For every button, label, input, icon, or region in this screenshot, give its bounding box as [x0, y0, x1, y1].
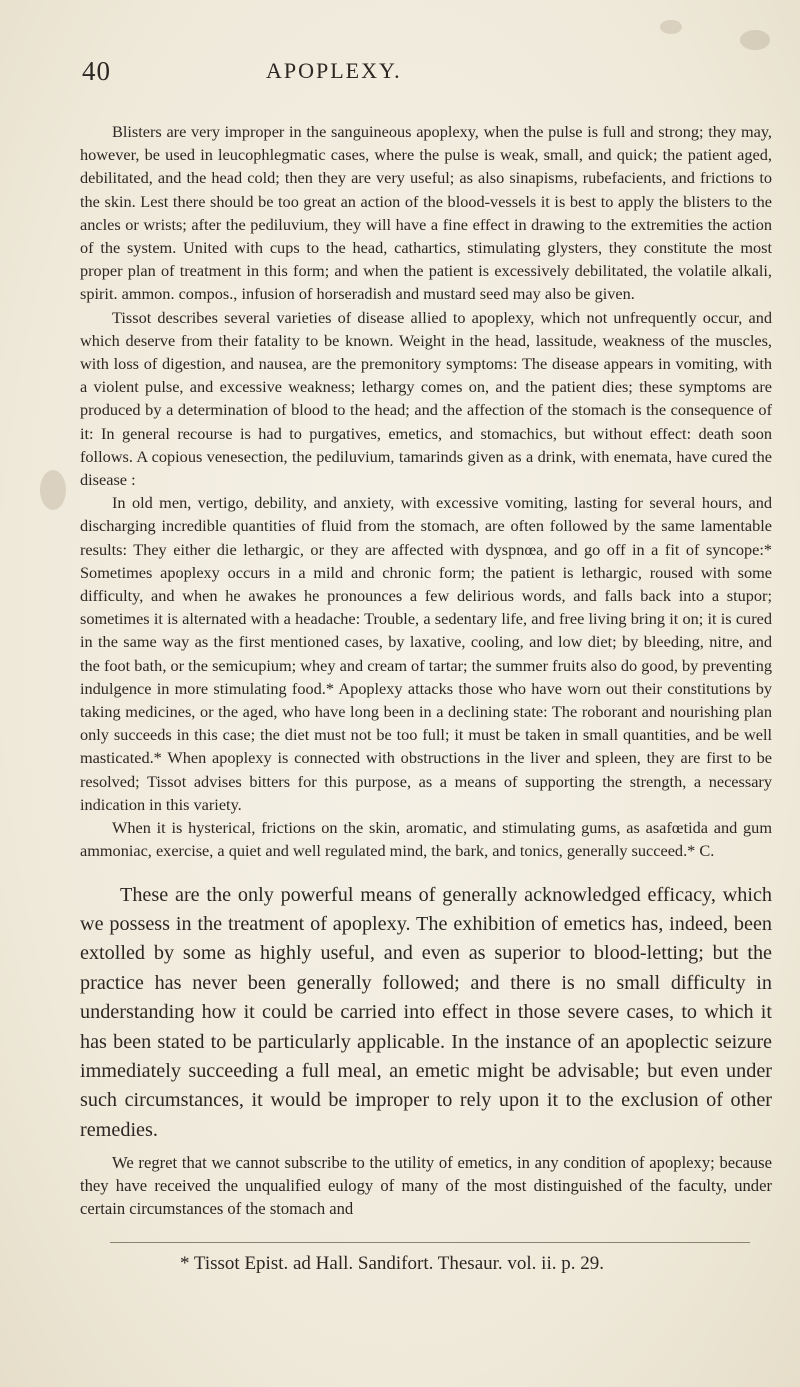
paragraph-powerful-means: These are the only powerful means of generally acknowledged efficacy, which we possess in the treatment of apoplexy. The exhibition of emetics has, indeed, been extolled by some as highly useful, and even as superior to blood-letting; but the practice has never been generally followed; and there is no small difficulty in understanding how it could be carried into effect in those severe cases, to which it has been stated to be particularly applicable. In the instance of an apoplectic seizure immediately succeeding a full meal, an emetic might be advisable; but even under such circumstances, it would be improper to rely upon it to the exclusion of other remedies. [80, 883, 772, 1141]
footnote-rule [110, 1242, 750, 1243]
paragraph-blisters: Blisters are very improper in the sanguineous apoplexy, when the pulse is full and strong; they may, however, be used in leucophlegmatic cases, where the pulse is weak, small, and quick; the patient aged, debilitated, and the head cold; then they are very useful; as also sinapisms, rubefacients, and frictions to the skin. Lest there should be too great an action of the blood-vessels it is best to apply the blisters to the ancles or wrists; after the pediluvium, they will have a fine effect in drawing to the extremities the action of the system. United with cups to the head, cathartics, stimulating glysters, they constitute the most proper plan of treatment in this form; and when the patient is excessively debilitated, the volatile alkali, spirit. ammon. compos., infusion of horseradish and mustard seed may also be given. [80, 122, 772, 304]
paper-stain [740, 30, 770, 50]
paragraph-old-men: In old men, vertigo, debility, and anxiety, with excessive vomiting, lasting for several hours, and discharging incredible quantities of fluid from the stomach, are often followed by the same lamentable results: They either die lethargic, or they are affected with dyspnœa, and go off in a fit of syncope:* Sometimes apoplexy occurs in a mild and chronic form; the patient is lethargic, roused with some difficulty, and when he awakes he pronounces a few delirious words, and falls back into a stupor; sometimes it is alternated with a headache: Trouble, a sedentary life, and free living bring it on; it is cured in the same way as the first mentioned cases, by laxative, cooling, and low diet; by bleeding, nitre, and the foot bath, or the semicupium; whey and cream of tartar; the summer fruits also do good, by preventing indulgence in more stimulating food.* Apoplexy attacks those who have worn out their constitutions by taking medicines, or the aged, who have long been in a declining state: The roborant and nourishing plan only succeeds in this case; the diet must not be too full; it must be taken in small quantities, and be well masticated.* When apoplexy is connected with obstructions in the liver and spleen, they are first to be resolved; Tissot advises bitters for this purpose, as a means of supporting the strength, a necessary indication in this variety. [80, 493, 772, 814]
body-text [80, 120, 772, 1275]
page-header [82, 56, 740, 96]
footnote: * Tissot Epist. ad Hall. Sandifort. Thesaur. vol. ii. p. 29. [180, 1253, 604, 1275]
small-type-section [80, 120, 772, 863]
paper-stain [40, 470, 66, 510]
paragraph-regret: We regret that we cannot subscribe to the utility of emetics, in any condition of apoplexy; because they have received the unqualified eulogy of many of the most distinguished of the faculty, under certain circumstances of the stomach and [80, 1153, 772, 1219]
regret-section [80, 1151, 772, 1220]
paragraph-tissot: Tissot describes several varieties of disease allied to apoplexy, which not unfrequently occur, and which deserve from their fatality to be known. Weight in the head, lassitude, weakness of the muscles, with loss of digestion, and nausea, are the premonitory symptoms: The disease appears in vomiting, with a violent pulse, and excessive weakness; lethargy comes on, and the patient dies; these symptoms are produced by a determination of blood to the head; and the affection of the stomach is the consequence of it: In general recourse is had to purgatives, emetics, and stomachics, but without effect: death soon follows. A copious venesection, the pediluvium, tamarinds given as a drink, with enemata, have cured the disease : [80, 307, 772, 490]
running-head: APOPLEXY. [266, 58, 402, 83]
paragraph-hysterical: When it is hysterical, frictions on the skin, aromatic, and stimulating gums, as asafœtida and gum ammoniac, exercise, a quiet and well regulated mind, the bark, and tonics, generally succeed.* C. [80, 818, 772, 861]
large-type-section [80, 881, 772, 1146]
paper-stain [660, 20, 682, 34]
page-number: 40 [82, 56, 111, 86]
